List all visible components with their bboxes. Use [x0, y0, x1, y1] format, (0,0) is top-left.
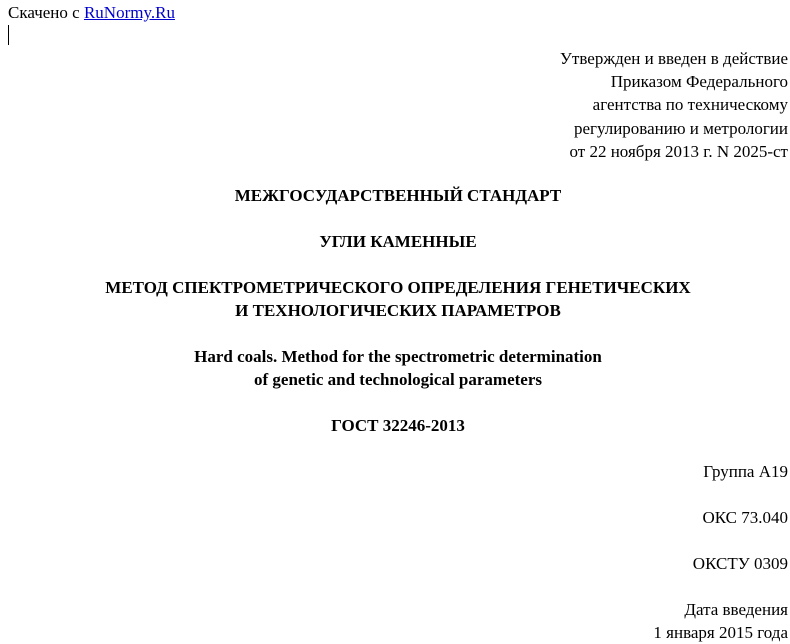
approval-line: регулированию и метрологии	[573, 118, 788, 138]
document-subtitle-line-2: И ТЕХНОЛОГИЧЕСКИХ ПАРАМЕТРОВ	[235, 301, 561, 320]
english-title-line-1: Hard coals. Method for the spectrometric determination	[194, 347, 602, 366]
source-link[interactable]: RuNormy.Ru	[83, 3, 175, 22]
text-cursor	[8, 25, 9, 45]
okstu-code: ОКСТУ 0309	[692, 554, 788, 573]
intro-date: 1 января 2015 года	[653, 623, 788, 642]
intro-date-label: Дата введения	[684, 600, 788, 619]
group-code: Группа А19	[703, 462, 788, 481]
source-note	[8, 2, 175, 23]
approval-line: агентства по техническому	[592, 95, 788, 115]
approval-line: Приказом Федерального	[610, 72, 788, 92]
english-title-line-2: of genetic and technological parameters	[254, 370, 542, 389]
source-prefix: Скачено с	[8, 3, 84, 22]
standard-type: МЕЖГОСУДАРСТВЕННЫЙ СТАНДАРТ	[234, 186, 562, 205]
document-subtitle-line-1: МЕТОД СПЕКТРОМЕТРИЧЕСКОГО ОПРЕДЕЛЕНИЯ ГЕНЕТИЧЕСКИХ	[105, 278, 691, 297]
approval-block	[560, 47, 788, 163]
document-title: УГЛИ КАМЕННЫЕ	[319, 232, 477, 251]
oks-code: ОКС 73.040	[702, 508, 788, 527]
approval-line: от 22 ноября 2013 г. N 2025-ст	[569, 141, 788, 161]
approval-line: Утвержден и введен в действие	[559, 49, 788, 68]
standard-code: ГОСТ 32246-2013	[331, 416, 465, 435]
